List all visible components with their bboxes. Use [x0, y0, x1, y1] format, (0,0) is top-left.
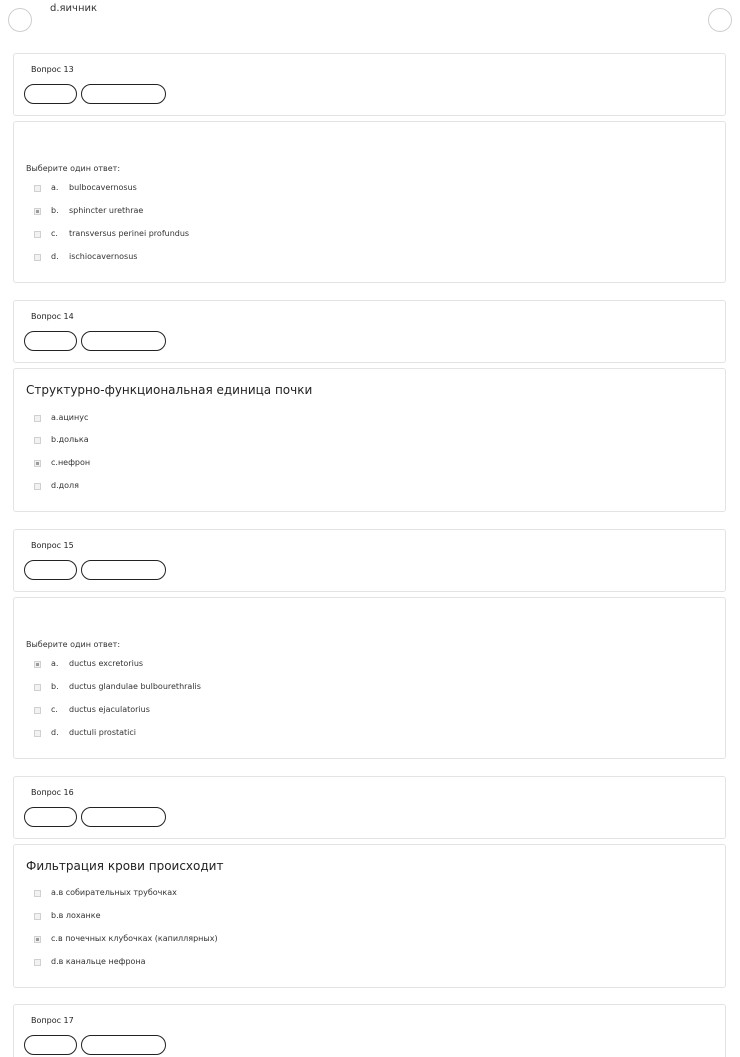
question-info-17 [13, 1004, 726, 1057]
question-info-16 [13, 776, 726, 839]
radio-button[interactable] [34, 707, 41, 714]
answer-text: d.в канальце нефрона [51, 957, 146, 966]
radio-button[interactable] [34, 231, 41, 238]
question-info-15 [13, 529, 726, 592]
answer-prompt: Выберите один ответ: [26, 164, 121, 173]
answer-text: ductuli prostatici [69, 728, 137, 737]
answer-letter: a. [51, 183, 59, 192]
radio-button-selected[interactable] [34, 208, 41, 215]
answer-text: ductus glandulae bulbourethralis [69, 682, 201, 691]
answer-text: c.в почечных клубочках (капиллярных) [51, 934, 218, 943]
question-text: Структурно-функциональная единица почки [26, 383, 313, 397]
answer-text: ductus ejaculatorius [69, 705, 150, 714]
radio-button-selected[interactable] [34, 460, 41, 467]
answer-text: bulbocavernosus [69, 183, 137, 192]
flag-question-pill[interactable] [81, 1035, 166, 1055]
answer-letter: b. [51, 682, 59, 691]
radio-button[interactable] [34, 437, 41, 444]
radio-button[interactable] [34, 254, 41, 261]
answer-text: a.ацинус [51, 413, 89, 422]
radio-button[interactable] [34, 890, 41, 897]
answer-text: c.нефрон [51, 458, 91, 467]
question-status-pill[interactable] [24, 807, 77, 827]
flag-question-pill[interactable] [81, 84, 166, 104]
question-number: Вопрос 17 [31, 1016, 74, 1025]
answer-text: transversus perinei profundus [69, 229, 190, 238]
question-content-13 [13, 121, 726, 283]
question-content-16 [13, 844, 726, 988]
answer-text: b.в лоханке [51, 911, 101, 920]
answer-letter: d. [51, 728, 59, 737]
answer-letter: c. [51, 229, 58, 238]
radio-button[interactable] [34, 959, 41, 966]
question-info-14 [13, 300, 726, 363]
question-status-pill[interactable] [24, 560, 77, 580]
flag-question-pill[interactable] [81, 560, 166, 580]
answer-letter: b. [51, 206, 59, 215]
answer-text: sphincter urethrae [69, 206, 144, 215]
question-number: Вопрос 15 [31, 541, 74, 550]
answer-letter: a. [51, 659, 59, 668]
question-content-14 [13, 368, 726, 512]
nav-right-circle[interactable] [708, 8, 732, 32]
answer-text: b.долька [51, 435, 89, 444]
radio-button-selected[interactable] [34, 936, 41, 943]
question-status-pill[interactable] [24, 331, 77, 351]
question-number: Вопрос 14 [31, 312, 74, 321]
radio-button[interactable] [34, 185, 41, 192]
question-text: Фильтрация крови происходит [26, 859, 224, 873]
answer-letter: d. [51, 252, 59, 261]
answer-text: ischiocavernosus [69, 252, 138, 261]
answer-text: a.в собирательных трубочках [51, 888, 177, 897]
question-status-pill[interactable] [24, 1035, 77, 1055]
flag-question-pill[interactable] [81, 331, 166, 351]
answer-text: ductus excretorius [69, 659, 144, 668]
answer-letter: c. [51, 705, 58, 714]
radio-button[interactable] [34, 913, 41, 920]
question-status-pill[interactable] [24, 84, 77, 104]
top-fragment-text: d.яичник [50, 3, 98, 14]
answer-text: d.доля [51, 481, 79, 490]
nav-left-circle[interactable] [8, 8, 32, 32]
radio-button[interactable] [34, 483, 41, 490]
question-content-15 [13, 597, 726, 759]
question-number: Вопрос 13 [31, 65, 74, 74]
radio-button[interactable] [34, 415, 41, 422]
radio-button[interactable] [34, 730, 41, 737]
answer-prompt: Выберите один ответ: [26, 640, 121, 649]
radio-button[interactable] [34, 684, 41, 691]
flag-question-pill[interactable] [81, 807, 166, 827]
question-info-13 [13, 53, 726, 116]
question-number: Вопрос 16 [31, 788, 74, 797]
radio-button-selected[interactable] [34, 661, 41, 668]
